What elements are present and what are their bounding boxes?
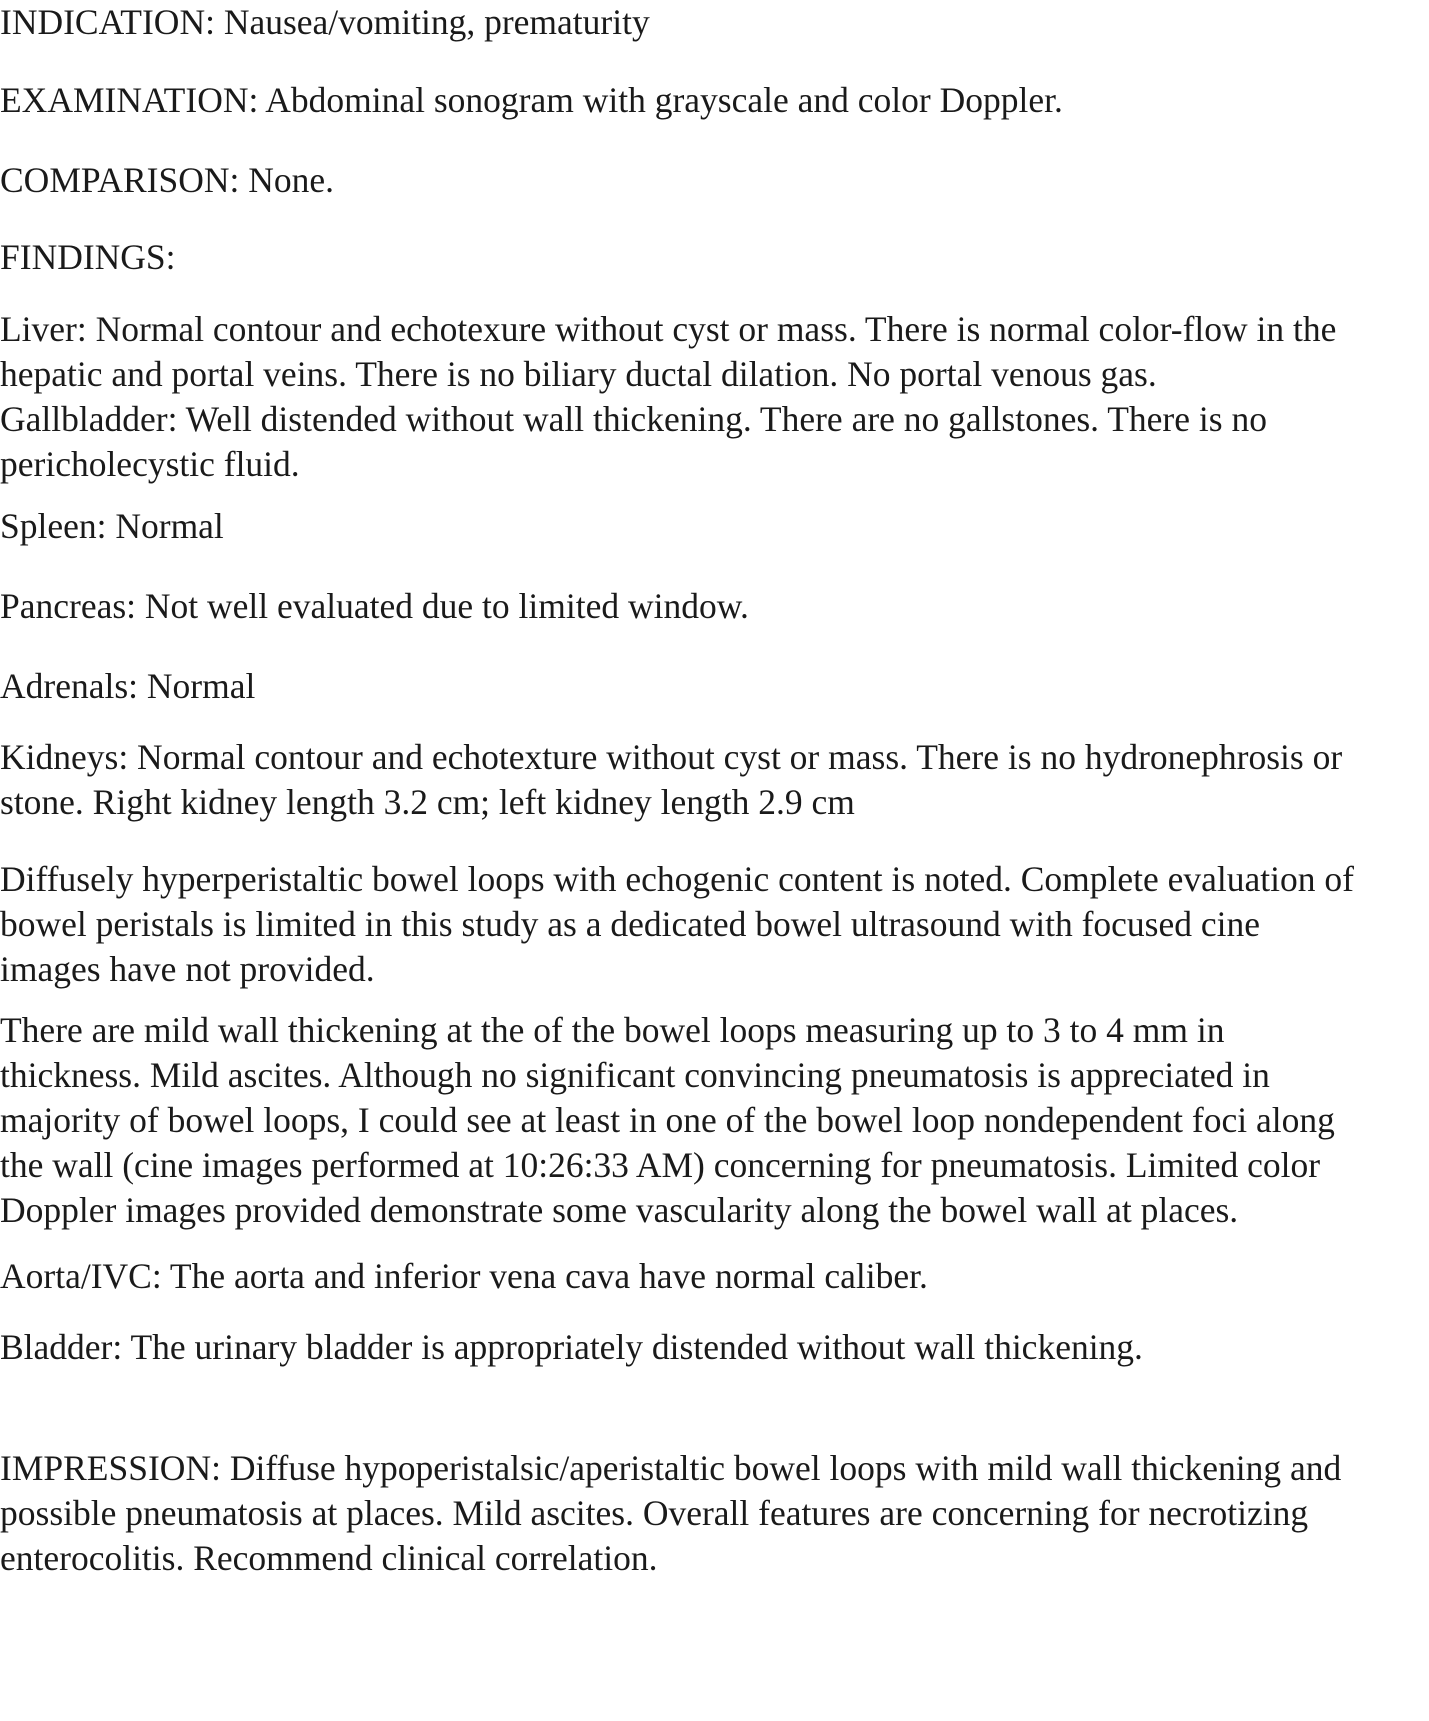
- findings-heading: FINDINGS:: [0, 237, 176, 277]
- adrenals-line: Adrenals: Normal: [0, 666, 256, 706]
- bladder-line: Bladder: The urinary bladder is appropriately distended without wall thickening.: [0, 1327, 1143, 1367]
- report-line: the wall (cine images performed at 10:26:33 AM) concerning for pneumatosis. Limited color: [0, 1145, 1321, 1185]
- report-line: stone. Right kidney length 3.2 cm; left kidney length 2.9 cm: [0, 782, 855, 822]
- report-line: hepatic and portal veins. There is no biliary ductal dilation. No portal venous gas.: [0, 354, 1157, 394]
- aorta-ivc-line: Aorta/IVC: The aorta and inferior vena cava have normal caliber.: [0, 1256, 928, 1296]
- report-line: pericholecystic fluid.: [0, 444, 300, 484]
- pancreas-line: Pancreas: Not well evaluated due to limited window.: [0, 586, 749, 626]
- bowel-wall-paragraph: [0, 1008, 1335, 1233]
- report-line: Doppler images provided demonstrate some vascularity along the bowel wall at places.: [0, 1190, 1239, 1230]
- report-line: majority of bowel loops, I could see at least in one of the bowel loop nondependent foci along: [0, 1100, 1335, 1140]
- impression-paragraph: [0, 1446, 1341, 1581]
- bowel-peristalsis-paragraph: [0, 857, 1354, 992]
- report-line: bowel peristals is limited in this study as a dedicated bowel ultrasound with focused cine: [0, 904, 1260, 944]
- report-line: images have not provided.: [0, 949, 375, 989]
- report-line: possible pneumatosis at places. Mild ascites. Overall features are concerning for necrotizing: [0, 1493, 1309, 1533]
- report-line: There are mild wall thickening at the of the bowel loops measuring up to 3 to 4 mm in: [0, 1010, 1225, 1050]
- spleen-line: Spleen: Normal: [0, 506, 224, 546]
- indication-line: INDICATION: Nausea/vomiting, prematurity: [0, 2, 650, 42]
- comparison-line: COMPARISON: None.: [0, 160, 335, 200]
- report-line: Diffusely hyperperistaltic bowel loops with echogenic content is noted. Complete evaluation of: [0, 859, 1354, 899]
- examination-line: EXAMINATION: Abdominal sonogram with grayscale and color Doppler.: [0, 80, 1063, 120]
- report-line: thickness. Mild ascites. Although no significant convincing pneumatosis is appreciated in: [0, 1055, 1270, 1095]
- liver-gallbladder-paragraph: [0, 307, 1336, 487]
- report-line: Liver: Normal contour and echotexure without cyst or mass. There is normal color-flow in the: [0, 309, 1337, 349]
- report-line: IMPRESSION: Diffuse hypoperistalsic/aperistaltic bowel loops with mild wall thickening and: [0, 1448, 1342, 1488]
- kidneys-paragraph: [0, 735, 1342, 825]
- report-line: enterocolitis. Recommend clinical correlation.: [0, 1538, 658, 1578]
- report-line: Gallbladder: Well distended without wall thickening. There are no gallstones. There is no: [0, 399, 1267, 439]
- report-line: Kidneys: Normal contour and echotexture without cyst or mass. There is no hydronephrosis or: [0, 737, 1343, 777]
